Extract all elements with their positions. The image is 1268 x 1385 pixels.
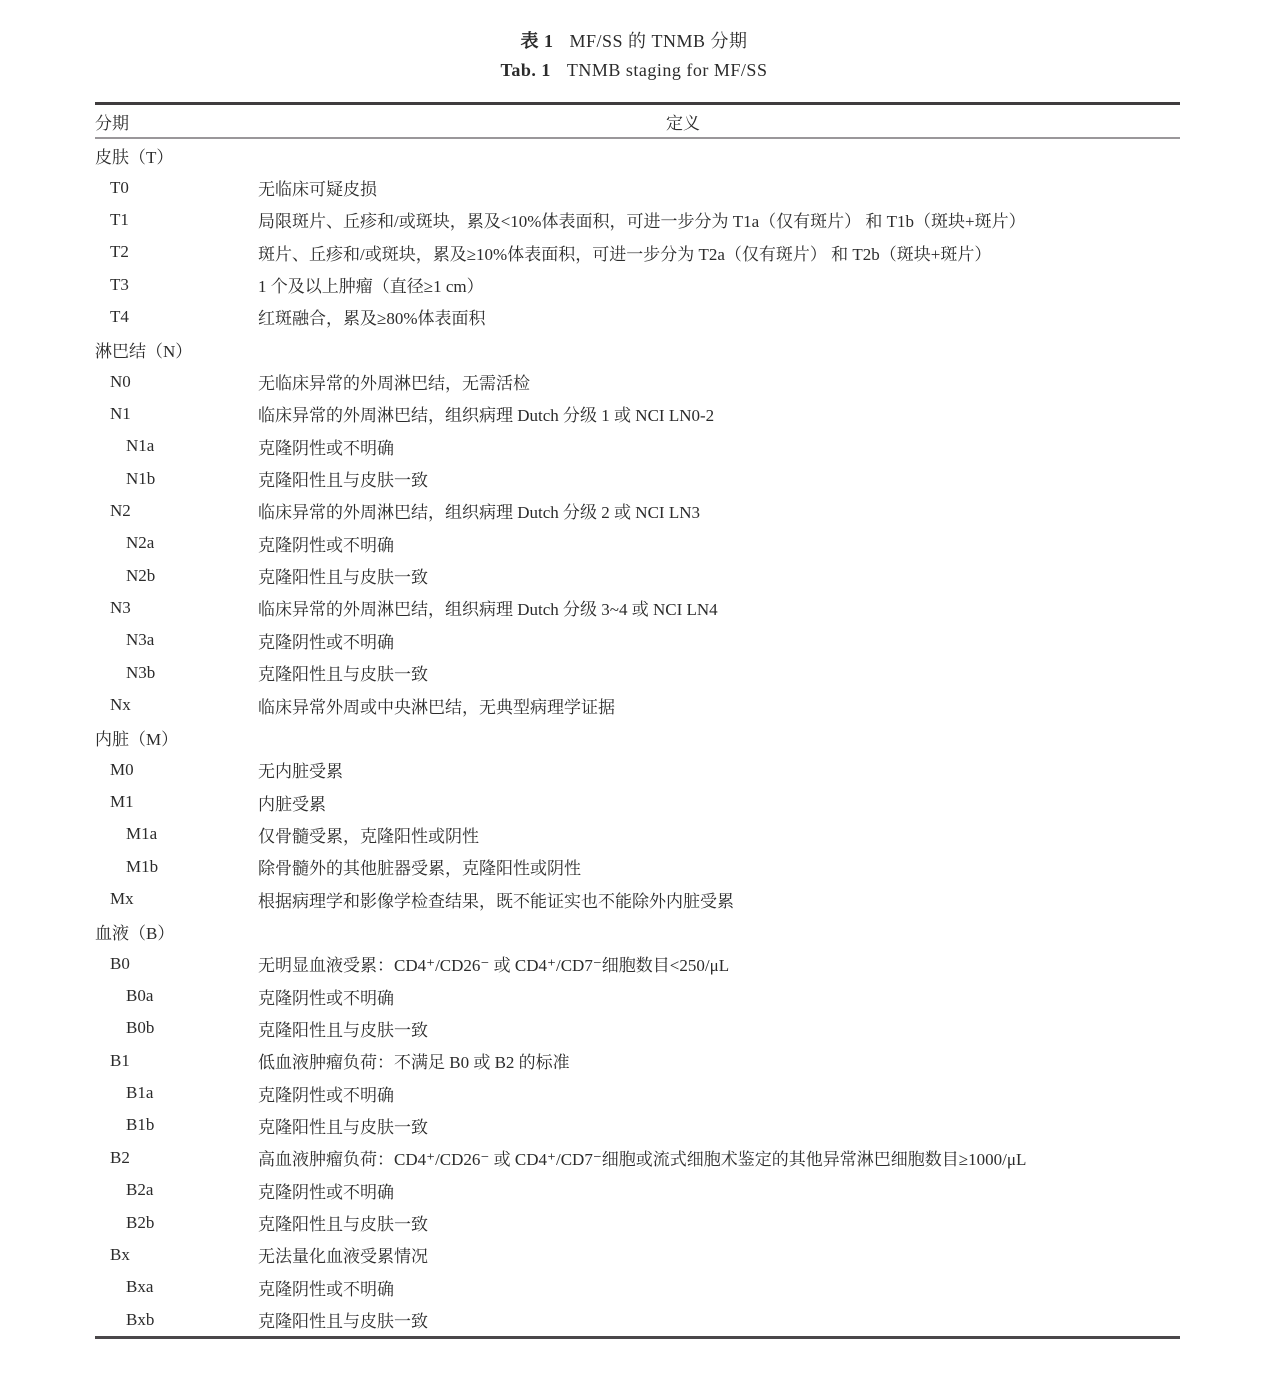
table-row [95,398,1180,430]
definition-cell: 无临床异常的外周淋巴结，无需活检 [258,374,530,394]
stage-cell: N2 [110,500,131,520]
definition-cell: 克隆阴性或不明确 [258,988,394,1008]
stage-cell: T0 [110,177,129,197]
table-row [95,883,1180,915]
stage-cell: T3 [110,274,129,294]
stage-cell: B1b [126,1115,155,1135]
stage-cell: N3a [126,630,155,650]
table-row [95,204,1180,236]
table-row [95,559,1180,591]
section-row [95,915,1180,947]
definition-cell: 无明显血液受累：CD4⁺/CD26⁻ 或 CD4⁺/CD7⁻细胞数目<250/μL [258,956,730,976]
column-header-stage: 分期 [95,104,258,139]
table-row [95,495,1180,527]
stage-cell: Bx [110,1244,130,1264]
stage-cell: M1a [126,824,158,844]
definition-cell [258,915,1180,947]
table-body [95,138,1180,1337]
section-label: 血液（B） [95,923,175,943]
stage-cell: B0b [126,1018,155,1038]
definition-cell: 克隆阳性且与皮肤一致 [258,1215,428,1235]
section-label: 淋巴结（N） [95,341,193,361]
table-row [95,527,1180,559]
definition-cell: 克隆阴性或不明确 [258,535,394,555]
stage-cell: B0a [126,986,154,1006]
definition-cell [258,333,1180,365]
table-row [95,365,1180,397]
table-caption-zh [0,27,1268,56]
caption-zh-text: MF/SS 的 TNMB 分期 [569,31,748,51]
definition-cell: 克隆阳性且与皮肤一致 [258,568,428,588]
table-row [95,1174,1180,1206]
stage-cell: N3 [110,597,131,617]
table-row [95,592,1180,624]
definition-cell: 克隆阴性或不明确 [258,1279,394,1299]
table-row [95,689,1180,721]
table-row [95,1077,1180,1109]
section-row [95,721,1180,753]
table-row [95,1142,1180,1174]
definition-cell: 克隆阳性且与皮肤一致 [258,471,428,491]
section-label: 皮肤（T） [95,147,174,167]
table-row [95,1271,1180,1303]
table-row [95,1239,1180,1271]
section-row [95,138,1180,171]
definition-cell: 克隆阴性或不明确 [258,1182,394,1202]
stage-cell: N2a [126,533,155,553]
stage-cell: B0 [110,953,130,973]
definition-cell [258,721,1180,753]
table-row [95,624,1180,656]
table-row [95,268,1180,300]
definition-cell: 根据病理学和影像学检查结果，既不能证实也不能除外内脏受累 [258,891,734,911]
stage-cell: B2a [126,1180,154,1200]
stage-cell: Bxa [126,1277,154,1297]
definition-cell: 1 个及以上肿瘤（直径≥1 cm） [258,277,484,297]
definition-cell: 克隆阳性且与皮肤一致 [258,1312,428,1332]
definition-cell: 局限斑片、丘疹和/或斑块，累及<10%体表面积，可进一步分为 T1a（仅有斑片） 和 T1b（斑块+斑片） [258,212,1026,232]
table-row [95,818,1180,850]
definition-cell: 无法量化血液受累情况 [258,1247,428,1267]
caption-en-text: TNMB staging for MF/SS [566,60,768,80]
stage-cell: B2b [126,1212,155,1232]
caption-zh-label: 表 1 [520,31,554,51]
definition-cell: 无临床可疑皮损 [258,180,377,200]
stage-cell: M1b [126,856,159,876]
definition-cell: 临床异常外周或中央淋巴结，无典型病理学证据 [258,697,615,717]
stage-cell: N1 [110,403,131,423]
definition-cell: 内脏受累 [258,794,326,814]
definition-cell: 红斑融合，累及≥80%体表面积 [258,309,486,329]
stage-cell: N2b [126,565,156,585]
stage-cell: B2 [110,1147,130,1167]
stage-cell: M0 [110,759,134,779]
definition-cell: 克隆阴性或不明确 [258,438,394,458]
definition-cell: 无内脏受累 [258,762,343,782]
stage-cell: Bxb [126,1309,155,1329]
table-row [95,657,1180,689]
section-label: 内脏（M） [95,729,179,749]
definition-cell: 克隆阴性或不明确 [258,632,394,652]
stage-cell: T4 [110,306,129,326]
table-row [95,301,1180,333]
definition-cell: 克隆阳性且与皮肤一致 [258,665,428,685]
stage-cell: M1 [110,792,134,812]
stage-cell: B1a [126,1083,154,1103]
stage-cell: T2 [110,242,129,262]
stage-cell: N1a [126,436,155,456]
table-header [95,104,1180,139]
table-row [95,948,1180,980]
definition-cell: 临床异常的外周淋巴结，组织病理 Dutch 分级 1 或 NCI LN0-2 [258,406,715,426]
header-row [95,104,1180,139]
definition-cell: 临床异常的外周淋巴结，组织病理 Dutch 分级 2 或 NCI LN3 [258,503,700,523]
table-row [95,980,1180,1012]
definition-cell [258,138,1180,171]
table-row [95,462,1180,494]
stage-cell: Nx [110,695,131,715]
definition-cell: 克隆阴性或不明确 [258,1085,394,1105]
definition-cell: 克隆阳性且与皮肤一致 [258,1020,428,1040]
stage-cell: Mx [110,889,134,909]
section-row [95,333,1180,365]
stage-cell: N1b [126,468,156,488]
stage-cell: N0 [110,371,131,391]
table-row [95,1012,1180,1044]
table-row [95,171,1180,203]
tnmb-staging-table [95,102,1180,1339]
definition-cell: 除骨髓外的其他脏器受累，克隆阳性或阴性 [258,859,581,879]
table-row [95,1045,1180,1077]
definition-cell: 克隆阳性且与皮肤一致 [258,1117,428,1137]
stage-cell: T1 [110,209,129,229]
stage-cell: B1 [110,1050,130,1070]
table-row [95,1109,1180,1141]
table-row [95,786,1180,818]
table-row [95,1303,1180,1337]
definition-cell: 高血液肿瘤负荷：CD4⁺/CD26⁻ 或 CD4⁺/CD7⁻细胞或流式细胞术鉴定的其他异常淋巴细胞数目≥1000/μL [258,1150,1027,1170]
table-row [95,1206,1180,1238]
definition-cell: 临床异常的外周淋巴结，组织病理 Dutch 分级 3~4 或 NCI LN4 [258,600,718,620]
caption-en-label: Tab. 1 [500,60,551,80]
table-caption-en [0,56,1268,85]
table-row [95,754,1180,786]
definition-cell: 低血液肿瘤负荷：不满足 B0 或 B2 的标准 [258,1053,570,1073]
table-row [95,851,1180,883]
table-caption [0,0,1268,85]
table-row [95,430,1180,462]
definition-cell: 仅骨髓受累，克隆阳性或阴性 [258,826,479,846]
stage-cell: N3b [126,662,156,682]
table-row [95,236,1180,268]
definition-cell: 斑片、丘疹和/或斑块，累及≥10%体表面积，可进一步分为 T2a（仅有斑片） 和 T2b（斑块+斑片） [258,244,992,264]
column-header-definition: 定义 [258,104,1180,139]
